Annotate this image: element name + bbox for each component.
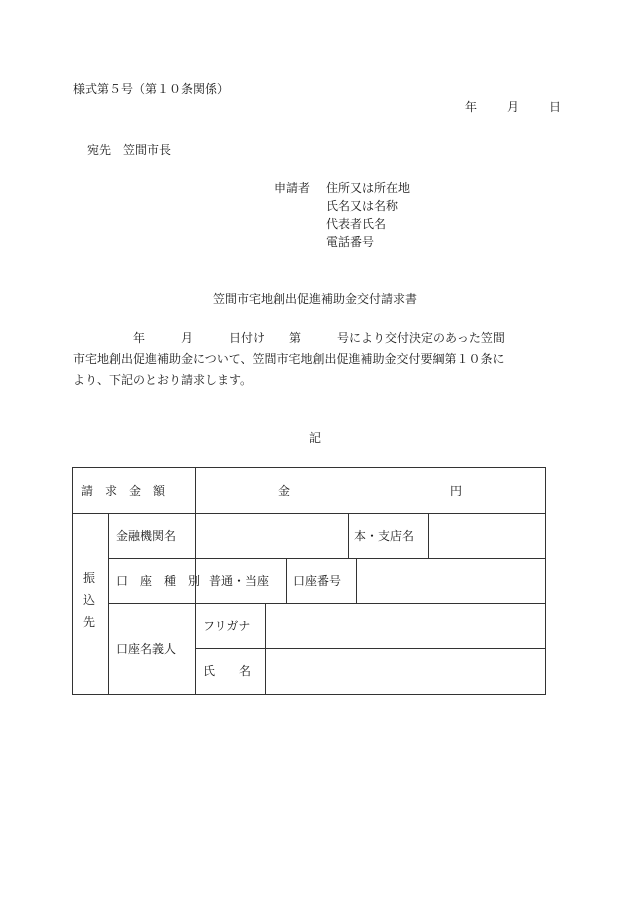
transfer-label-2: 込 (83, 593, 96, 607)
account-type-label: 口 座 種 別 (116, 574, 201, 588)
applicant-label: 申請者 (274, 181, 311, 195)
addressee-name: 笠間市長 (123, 143, 172, 157)
applicant-name-field: 氏名又は名称 (326, 199, 399, 213)
addressee (87, 142, 171, 158)
amount-unit: 円 (450, 484, 463, 498)
furigana-label: フリガナ (203, 619, 251, 633)
claim-table (72, 467, 546, 695)
grid-line (108, 558, 545, 559)
branch-name-label: 本・支店名 (354, 529, 415, 543)
form-id: 様式第５号（第１０条関係） (73, 82, 230, 96)
addressee-label: 宛先 (87, 143, 112, 157)
grid-line (356, 558, 357, 603)
grid-line (265, 603, 266, 694)
document-title: 笠間市宅地創出促進補助金交付請求書 (212, 292, 417, 306)
applicant-fields (326, 180, 410, 252)
grid-line (428, 513, 429, 558)
account-holder-label: 口座名義人 (116, 642, 177, 656)
date-year: 年 (465, 100, 478, 114)
body-line-2: 市宅地創出促進補助金について、笠間市宅地創出促進補助金交付要綱第１０条に (73, 352, 505, 366)
holder-name-label: 氏 名 (203, 664, 252, 678)
applicant-representative-field: 代表者氏名 (326, 217, 387, 231)
account-number-label: 口座番号 (293, 574, 342, 588)
body-line-1: 年 月 日付け 第 号により交付決定のあった笠間 (73, 331, 505, 345)
grid-line (108, 513, 109, 694)
bank-name-label: 金融機関名 (116, 529, 177, 543)
amount-prefix: 金 (278, 484, 291, 498)
date-day: 日 (549, 100, 562, 114)
grid-line (348, 513, 349, 558)
applicant-phone-field: 電話番号 (326, 235, 375, 249)
grid-line (195, 648, 545, 649)
grid-line (286, 558, 287, 603)
grid-line (108, 603, 545, 604)
amount-label: 請 求 金 額 (81, 484, 166, 498)
transfer-label-1: 振 (83, 571, 96, 585)
body-line-3: より、下記のとおり請求します。 (73, 373, 253, 387)
date-month: 月 (507, 100, 520, 114)
applicant-address-field: 住所又は所在地 (326, 181, 411, 195)
ki-heading: 記 (308, 431, 321, 445)
body-text (73, 328, 559, 391)
date-line (465, 99, 561, 115)
account-type-options[interactable]: 普通・当座 (209, 574, 270, 588)
transfer-label-3: 先 (83, 615, 96, 629)
grid-line (73, 513, 545, 514)
